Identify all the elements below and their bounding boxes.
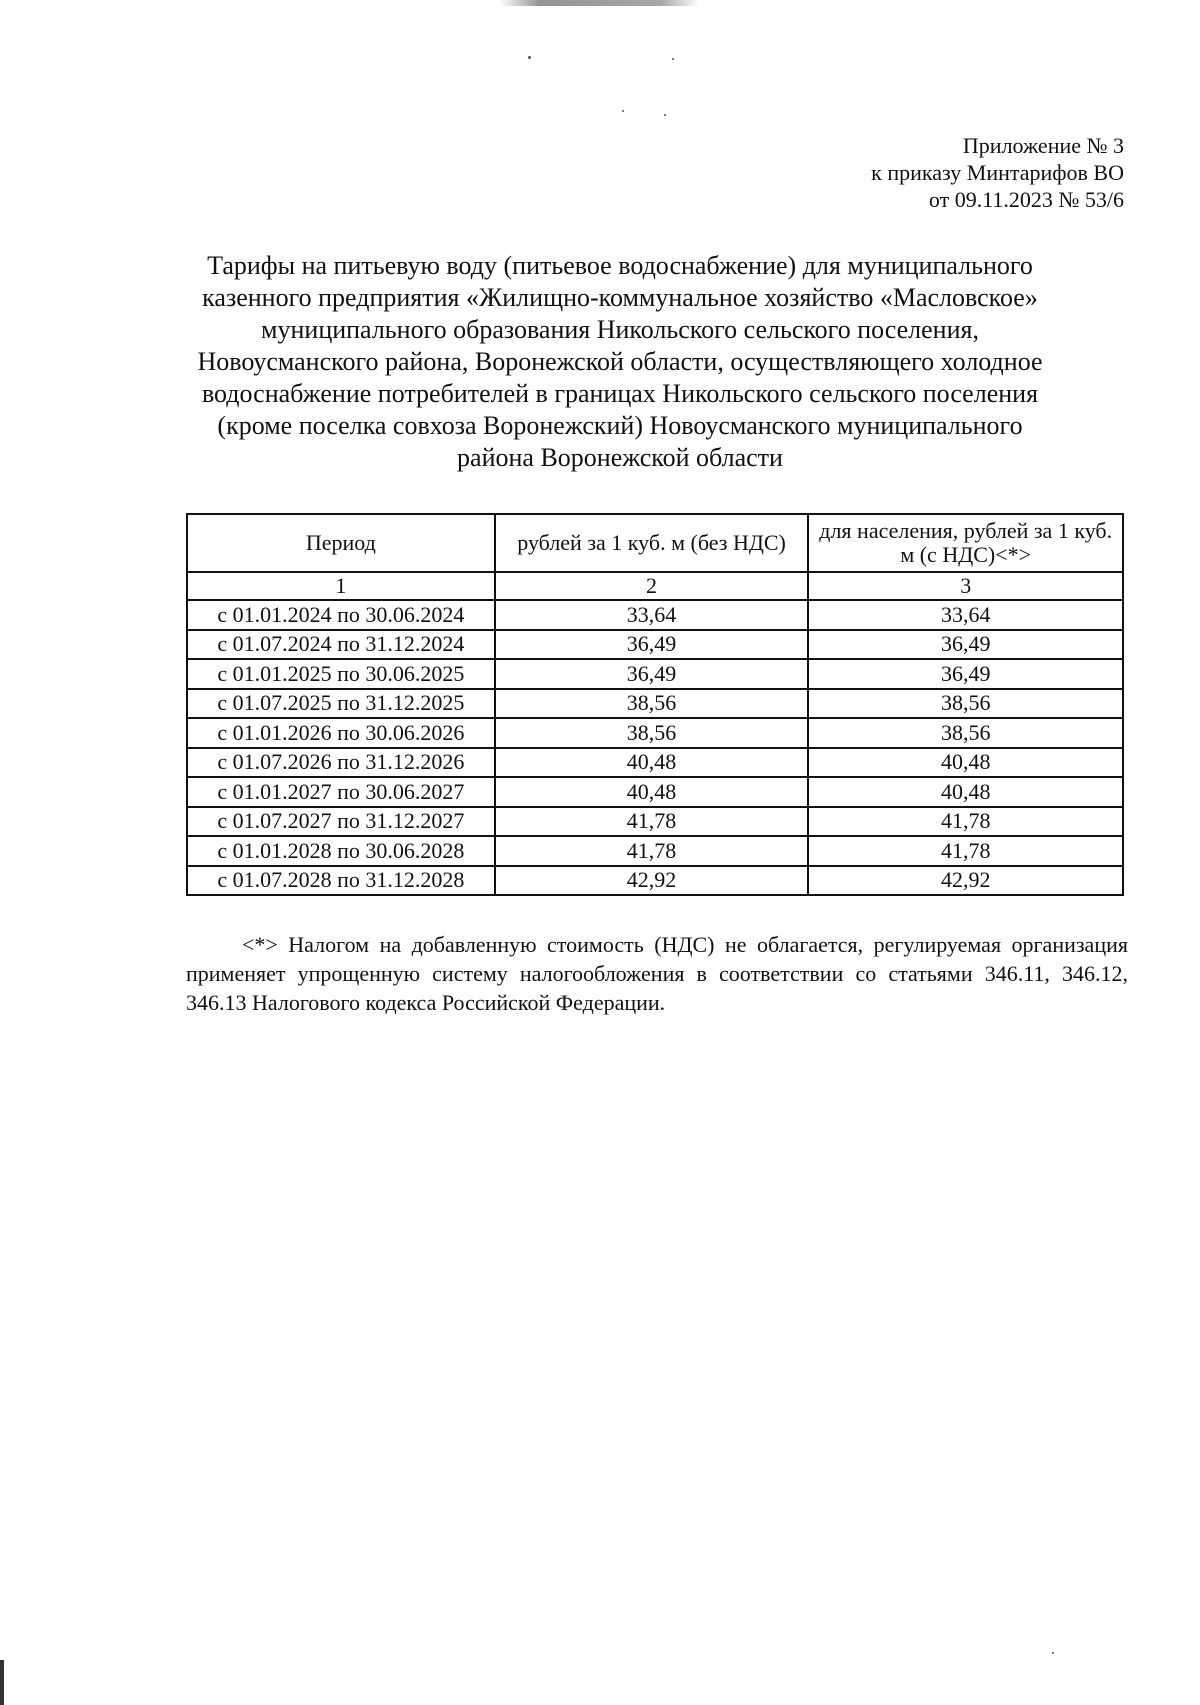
price-cell: 38,56 — [808, 689, 1123, 719]
header-price-without-vat: рублей за 1 куб. м (без НДС) — [495, 514, 809, 572]
header-price-population: для населения, рублей за 1 куб. м (с НДС)<*> — [808, 514, 1123, 572]
price-cell: 36,49 — [495, 659, 809, 689]
table-row — [187, 777, 1123, 807]
approval-line: к приказу Минтарифов ВО — [871, 160, 1124, 185]
table-row — [187, 866, 1123, 896]
scan-speck — [622, 110, 624, 112]
period-cell: с 01.07.2025 по 31.12.2025 — [187, 689, 495, 719]
table-column-numbers-row — [187, 572, 1123, 600]
approval-line: Приложение № 3 — [962, 133, 1124, 158]
price-cell: 40,48 — [808, 748, 1123, 778]
title-line: Новоусманского района, Воронежской области, осуществляющего холодное — [197, 347, 1043, 376]
period-cell: с 01.01.2027 по 30.06.2027 — [187, 777, 495, 807]
column-number: 3 — [808, 572, 1123, 600]
scan-speck — [528, 56, 531, 59]
title-line: водоснабжение потребителей в границах Никольского сельского поселения — [201, 379, 1039, 408]
price-cell: 40,48 — [495, 777, 809, 807]
table-row — [187, 659, 1123, 689]
approval-block — [871, 132, 1124, 213]
table-row — [187, 807, 1123, 837]
scan-artifact-top — [500, 0, 700, 6]
price-cell: 40,48 — [808, 777, 1123, 807]
period-cell: с 01.01.2025 по 30.06.2025 — [187, 659, 495, 689]
table-row — [187, 630, 1123, 660]
table-header-row — [187, 514, 1123, 572]
price-cell: 41,78 — [495, 807, 809, 837]
table-row — [187, 836, 1123, 866]
table-row — [187, 718, 1123, 748]
table-row — [187, 689, 1123, 719]
title-line: района Воронежской области — [457, 443, 783, 472]
price-cell: 38,56 — [495, 689, 809, 719]
scan-speck — [664, 114, 666, 116]
scan-speck — [1052, 1652, 1054, 1654]
header-period: Период — [187, 514, 495, 572]
price-cell: 41,78 — [808, 836, 1123, 866]
price-cell: 36,49 — [808, 659, 1123, 689]
price-cell: 38,56 — [495, 718, 809, 748]
scan-artifact-left — [0, 1660, 4, 1705]
scan-speck — [672, 58, 674, 60]
price-cell: 41,78 — [495, 836, 809, 866]
title-line: (кроме поселка совхоза Воронежский) Новоусманского муниципального — [217, 411, 1023, 440]
column-number: 2 — [495, 572, 809, 600]
price-cell: 36,49 — [808, 630, 1123, 660]
approval-line: от 09.11.2023 № 53/6 — [928, 187, 1124, 212]
title-line: муниципального образования Никольского сельского поселения, — [261, 315, 979, 344]
period-cell: с 01.07.2028 по 31.12.2028 — [187, 866, 495, 896]
price-cell: 33,64 — [495, 600, 809, 630]
price-cell: 41,78 — [808, 807, 1123, 837]
title-line: казенного предприятия «Жилищно-коммунальное хозяйство «Масловское» — [202, 283, 1038, 312]
price-cell: 42,92 — [495, 866, 809, 896]
period-cell: с 01.01.2024 по 30.06.2024 — [187, 600, 495, 630]
title-line: Тарифы на питьевую воду (питьевое водоснабжение) для муниципального — [207, 251, 1033, 280]
price-cell: 36,49 — [495, 630, 809, 660]
period-cell: с 01.07.2026 по 31.12.2026 — [187, 748, 495, 778]
price-cell: 42,92 — [808, 866, 1123, 896]
period-cell: с 01.07.2024 по 31.12.2024 — [187, 630, 495, 660]
price-cell: 40,48 — [495, 748, 809, 778]
vat-footnote: <*> Налогом на добавленную стоимость (НДС) не облагается, регулируемая организация применяет упрощенную систему налогообложения в соответствии со статьями 346.11, 346.12, 346.13 Налогового кодекса Российской Федерации. — [186, 932, 1128, 1015]
tariff-table — [186, 513, 1124, 896]
price-cell: 33,64 — [808, 600, 1123, 630]
period-cell: с 01.07.2027 по 31.12.2027 — [187, 807, 495, 837]
column-number: 1 — [187, 572, 495, 600]
period-cell: с 01.01.2028 по 30.06.2028 — [187, 836, 495, 866]
document-title — [150, 250, 1090, 474]
price-cell: 38,56 — [808, 718, 1123, 748]
table-row — [187, 748, 1123, 778]
period-cell: с 01.01.2026 по 30.06.2026 — [187, 718, 495, 748]
table-row — [187, 600, 1123, 630]
